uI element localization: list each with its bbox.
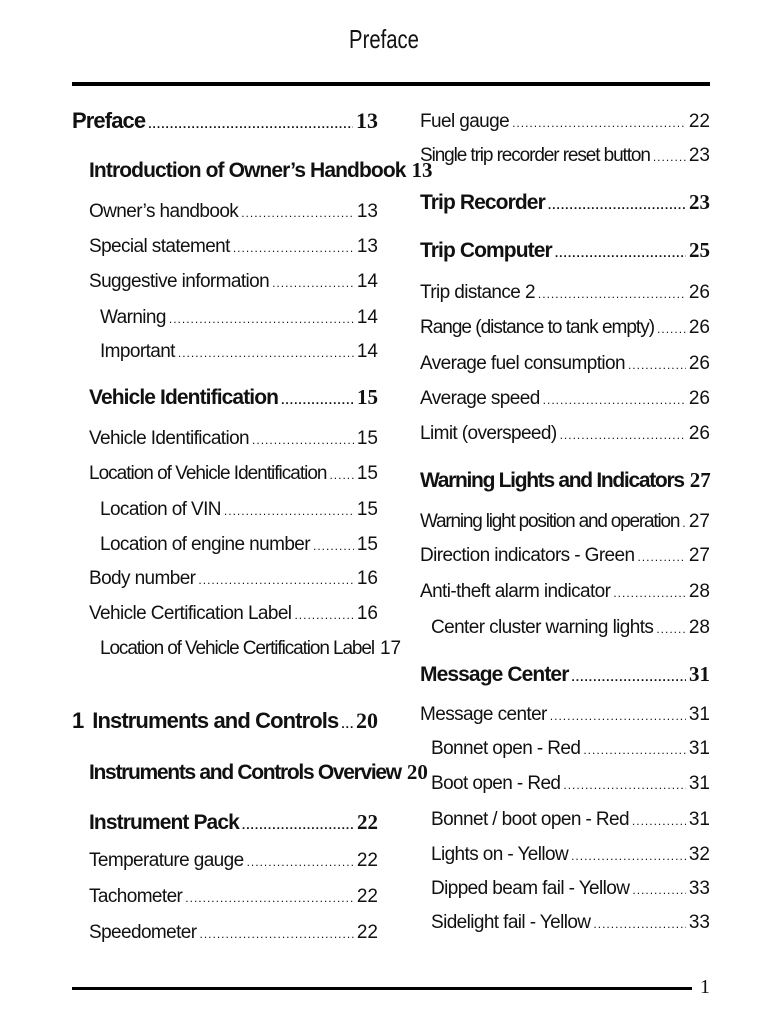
toc-entry[interactable] [420, 511, 710, 533]
toc-entry[interactable] [420, 388, 710, 410]
toc-entry-text: Limit (overspeed) [420, 423, 557, 444]
toc-section-text: Message Center [420, 663, 569, 686]
leader-dots [233, 241, 354, 255]
toc-page-number: 16 [356, 568, 378, 589]
header-rule [72, 82, 710, 86]
toc-page-number: 15 [356, 463, 378, 484]
toc-page-number: 27 [688, 511, 710, 532]
toc-entry-text: Single trip recorder reset button [420, 145, 650, 166]
toc-page-number: 15 [356, 499, 378, 520]
toc-subentry[interactable] [100, 638, 402, 660]
toc-heading[interactable] [72, 108, 378, 134]
toc-chapter[interactable] [72, 708, 378, 734]
leader-dots [550, 709, 686, 723]
toc-entry[interactable] [89, 201, 378, 223]
leader-dots [563, 778, 685, 792]
toc-page-number: 20 [406, 760, 428, 784]
toc-entry[interactable] [420, 704, 710, 726]
leader-dots [198, 573, 353, 587]
toc-section-text: Instruments and Controls Overview [89, 761, 401, 784]
leader-dots [185, 891, 354, 905]
toc-entry-text: Speedometer [89, 922, 197, 943]
toc-entry-text: Direction indicators - Green [420, 545, 635, 566]
leader-dots [657, 322, 686, 336]
toc-entry[interactable] [89, 271, 378, 293]
toc-entry-text: Owner’s handbook [89, 201, 239, 222]
leader-dots [512, 116, 686, 130]
toc-subentry[interactable] [100, 341, 378, 363]
toc-section[interactable] [89, 760, 428, 785]
toc-page-number: 20 [356, 708, 378, 733]
toc-subentry[interactable] [431, 617, 710, 639]
toc-section[interactable] [89, 158, 433, 183]
toc-page-number: 27 [688, 545, 710, 566]
toc-entry[interactable] [89, 850, 378, 872]
toc-subentry[interactable] [431, 912, 710, 934]
leader-dots [242, 818, 354, 832]
toc-section-text: Instrument Pack [89, 811, 239, 834]
toc-page-number: 28 [688, 617, 710, 638]
toc-page-number: 33 [688, 912, 710, 933]
toc-page-number: 23 [689, 190, 710, 214]
leader-dots [313, 539, 354, 553]
toc-entry-text: Dipped beam fail - Yellow [431, 878, 630, 899]
toc-page-number: 26 [688, 353, 710, 374]
toc-page-number: 22 [356, 886, 378, 907]
toc-entry-text: Boot open - Red [431, 773, 561, 794]
toc-entry-text: Location of VIN [100, 499, 221, 520]
leader-dots [178, 346, 354, 360]
leader-dots [571, 670, 686, 684]
leader-dots [329, 468, 353, 482]
leader-dots [632, 814, 686, 828]
toc-section[interactable] [89, 810, 378, 835]
toc-entry-text: Warning [100, 307, 166, 328]
toc-entry-text: Sidelight fail - Yellow [431, 912, 591, 933]
leader-dots [294, 608, 353, 622]
leader-dots [538, 287, 686, 301]
leader-dots [653, 150, 686, 164]
toc-page-number: 16 [356, 603, 378, 624]
toc-page-number: 13 [356, 108, 378, 133]
leader-dots [632, 883, 686, 897]
toc-section[interactable] [420, 190, 710, 215]
toc-entry-text: Lights on - Yellow [431, 844, 569, 865]
toc-page-number: 25 [689, 238, 710, 262]
toc-entry-text: Location of engine number [100, 534, 310, 555]
toc-page-number: 14 [356, 271, 378, 292]
leader-dots [555, 246, 686, 260]
toc-entry-text: Location of Vehicle Identification [89, 463, 327, 484]
toc-page-number: 23 [688, 145, 710, 166]
toc-page-number: 31 [688, 809, 710, 830]
toc-page-number: 31 [688, 738, 710, 759]
footer-rule [72, 987, 692, 990]
toc-page-number: 22 [356, 850, 378, 871]
toc-entry-text: Average fuel consumption [420, 353, 625, 374]
leader-dots [247, 855, 354, 869]
toc-entry[interactable] [89, 236, 378, 258]
chapter-number: 1 [72, 708, 85, 733]
toc-entry-text: Body number [89, 568, 196, 589]
toc-entry-text: Important [100, 341, 175, 362]
leader-dots [682, 516, 686, 530]
toc-subentry[interactable] [431, 844, 710, 866]
page-title: Preface [349, 24, 419, 54]
toc-subentry[interactable] [100, 307, 378, 329]
toc-entry[interactable] [89, 463, 378, 485]
leader-dots [241, 206, 354, 220]
leader-dots [637, 550, 685, 564]
toc-subentry[interactable] [431, 809, 710, 831]
toc-page-number: 28 [688, 581, 710, 602]
toc-page-number: 32 [688, 844, 710, 865]
leader-dots [571, 849, 686, 863]
toc-page-number: 15 [357, 385, 378, 409]
toc-entry-text: Location of Vehicle Certification Label [100, 638, 374, 659]
toc-page-number: 31 [688, 773, 710, 794]
toc-section[interactable] [420, 662, 710, 687]
leader-dots [613, 586, 686, 600]
toc-entry-text: Center cluster warning lights [431, 617, 654, 638]
leader-dots [281, 393, 354, 407]
toc-entry[interactable] [420, 353, 710, 375]
toc-entry-text: Bonnet open - Red [431, 738, 581, 759]
toc-entry[interactable] [89, 568, 378, 590]
toc-page-number: 22 [357, 810, 378, 834]
leader-dots [224, 504, 354, 518]
toc-entry-text: Suggestive information [89, 271, 270, 292]
toc-entry[interactable] [420, 111, 710, 133]
toc-page-number: 33 [688, 878, 710, 899]
toc-page-number: 13 [356, 201, 378, 222]
toc-entry-text: Special statement [89, 236, 230, 257]
toc-entry-text: Vehicle Certification Label [89, 603, 292, 624]
toc-heading-text: Preface [72, 108, 146, 133]
toc-entry-text: Average speed [420, 388, 540, 409]
toc-page-number: 22 [356, 922, 378, 943]
toc-section[interactable] [89, 385, 378, 410]
toc-page-number: 26 [688, 317, 710, 338]
toc-subentry[interactable] [431, 773, 710, 795]
toc-page-number: 17 [379, 638, 402, 659]
toc-entry-text: Fuel gauge [420, 111, 510, 132]
leader-dots [656, 622, 686, 636]
toc-page-number: 15 [356, 534, 378, 555]
toc-entry-text: Trip distance 2 [420, 282, 535, 303]
toc-section-text: Warning Lights and Indicators [420, 469, 684, 492]
toc-section-text: Introduction of Owner’s Handbook [89, 159, 406, 182]
leader-dots [252, 433, 354, 447]
leader-dots [548, 198, 686, 212]
toc-entry-text: Temperature gauge [89, 850, 244, 871]
toc-page-number: 27 [689, 468, 711, 492]
leader-dots [543, 393, 686, 407]
toc-entry-text: Tachometer [89, 886, 183, 907]
toc-entry-text: Range (distance to tank empty) [420, 317, 655, 338]
toc-page-number: 26 [688, 423, 710, 444]
toc-entry[interactable] [420, 545, 710, 567]
toc-entry-text: Vehicle Identification [89, 428, 250, 449]
toc-entry[interactable] [89, 603, 378, 625]
toc-chapter-text: Instruments and Controls [92, 708, 339, 733]
leader-dots [148, 117, 353, 131]
leader-dots [199, 927, 353, 941]
toc-entry[interactable] [89, 922, 378, 944]
toc-section-text: Trip Recorder [420, 191, 545, 214]
toc-page-number: 31 [689, 662, 710, 686]
toc-entry-text: Message center [420, 704, 547, 725]
leader-dots [583, 743, 686, 757]
toc-entry[interactable] [420, 282, 710, 304]
leader-dots [272, 276, 354, 290]
toc-entry[interactable] [420, 423, 710, 445]
toc-section[interactable] [420, 468, 710, 493]
toc-entry-text: Bonnet / boot open - Red [431, 809, 629, 830]
toc-subentry[interactable] [431, 738, 710, 760]
page-number: 1 [700, 976, 710, 998]
toc-page-number: 14 [356, 307, 378, 328]
leader-dots [560, 428, 686, 442]
toc-subentry[interactable] [100, 499, 378, 521]
leader-dots [341, 717, 353, 731]
toc-page-number: 26 [688, 388, 710, 409]
toc-page-number: 13 [356, 236, 378, 257]
toc-page-number: 14 [356, 341, 378, 362]
toc-entry[interactable] [420, 317, 710, 339]
toc-entry-text: Anti-theft alarm indicator [420, 581, 611, 602]
toc-section[interactable] [420, 238, 710, 263]
toc-page-number: 26 [688, 282, 710, 303]
leader-dots [628, 358, 686, 372]
toc-subentry[interactable] [431, 878, 710, 900]
toc-section-text: Vehicle Identification [89, 386, 279, 409]
leader-dots [169, 312, 354, 326]
leader-dots [593, 917, 685, 931]
toc-subentry[interactable] [100, 534, 378, 556]
toc-page-number: 22 [688, 111, 710, 132]
toc-section-text: Trip Computer [420, 239, 552, 262]
toc-page-number: 31 [688, 704, 710, 725]
toc-entry[interactable] [420, 145, 710, 167]
toc-entry[interactable] [89, 428, 378, 450]
toc-entry-text: Warning light position and operation [420, 511, 680, 532]
toc-entry[interactable] [420, 581, 710, 603]
toc-page-number: 13 [411, 158, 433, 182]
toc-entry[interactable] [89, 886, 378, 908]
toc-page-number: 15 [356, 428, 378, 449]
